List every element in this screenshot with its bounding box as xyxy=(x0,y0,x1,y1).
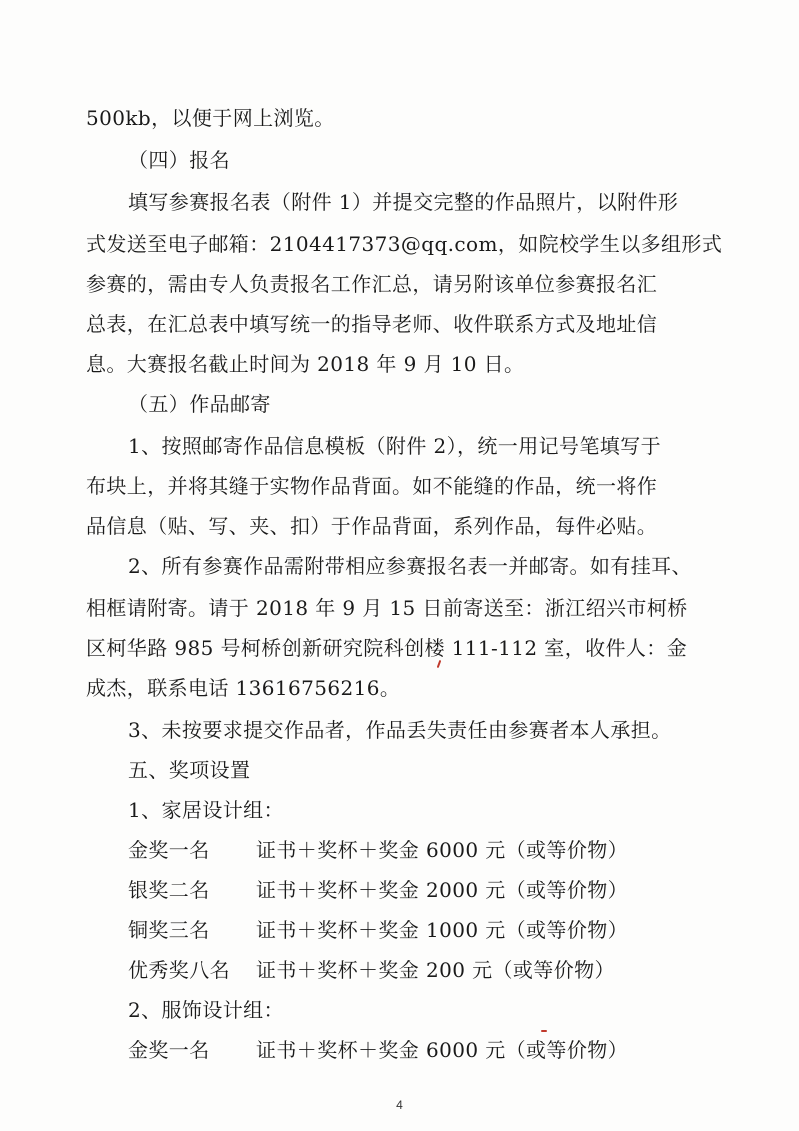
award-row xyxy=(128,956,728,984)
paragraph-line: 息。大赛报名截止时间为 2018 年 9 月 10 日。 xyxy=(86,352,525,376)
award-row xyxy=(128,836,728,864)
section-heading-mailing: （五）作品邮寄 xyxy=(128,392,271,416)
paragraph-line: 填写参赛报名表（附件 1）并提交完整的作品照片，以附件形 xyxy=(128,190,679,214)
ink-speck xyxy=(541,1030,547,1032)
paragraph-line: 区柯华路 985 号柯桥创新研究院科创楼 111-112 室，收件人：金 xyxy=(86,636,688,660)
award-prize: 证书＋奖杯＋奖金 2000 元（或等价物） xyxy=(256,878,629,902)
paragraph-line: 布块上，并将其缝于实物作品背面。如不能缝的作品，统一将作 xyxy=(86,474,658,498)
subsection-heading-apparel-design: 2、服饰设计组： xyxy=(128,998,284,1022)
award-row xyxy=(128,876,728,904)
paragraph-line: 参赛的，需由专人负责报名工作汇总，请另附该单位参赛报名汇 xyxy=(86,272,658,296)
paragraph-line: 品信息（贴、写、夹、扣）于作品背面，系列作品，每件必贴。 xyxy=(86,514,658,538)
award-prize: 证书＋奖杯＋奖金 1000 元（或等价物） xyxy=(256,918,629,942)
award-name: 银奖二名 xyxy=(128,878,210,902)
section-heading-registration: （四）报名 xyxy=(128,148,230,172)
award-row xyxy=(128,916,728,944)
award-prize: 证书＋奖杯＋奖金 200 元（或等价物） xyxy=(256,958,615,982)
paragraph-line: 1、按照邮寄作品信息模板（附件 2），统一用记号笔填写于 xyxy=(128,434,662,458)
award-name: 金奖一名 xyxy=(128,838,210,862)
paragraph-line: 总表，在汇总表中填写统一的指导老师、收件联系方式及地址信 xyxy=(86,312,658,336)
paragraph-line: 相框请附寄。请于 2018 年 9 月 15 日前寄送至：浙江绍兴市柯桥 xyxy=(86,596,688,620)
award-prize: 证书＋奖杯＋奖金 6000 元（或等价物） xyxy=(256,1038,629,1062)
section-heading-awards: 五、奖项设置 xyxy=(128,758,251,782)
paragraph-line: 500kb，以便于网上浏览。 xyxy=(86,106,335,130)
award-name: 金奖一名 xyxy=(128,1038,210,1062)
award-prize: 证书＋奖杯＋奖金 6000 元（或等价物） xyxy=(256,838,629,862)
page-number: 4 xyxy=(396,1098,403,1112)
award-name: 铜奖三名 xyxy=(128,918,210,942)
award-name: 优秀奖八名 xyxy=(128,958,230,982)
subsection-heading-home-design: 1、家居设计组： xyxy=(128,798,284,822)
paragraph-line: 式发送至电子邮箱：2104417373@qq.com，如院校学生以多组形式 xyxy=(86,232,723,256)
paragraph-line: 3、未按要求提交作品者，作品丢失责任由参赛者本人承担。 xyxy=(128,718,672,742)
paragraph-line: 2、所有参赛作品需附带相应参赛报名表一并邮寄。如有挂耳、 xyxy=(128,554,692,578)
award-row xyxy=(128,1036,728,1064)
paragraph-line: 成杰，联系电话 13616756216。 xyxy=(86,676,401,700)
